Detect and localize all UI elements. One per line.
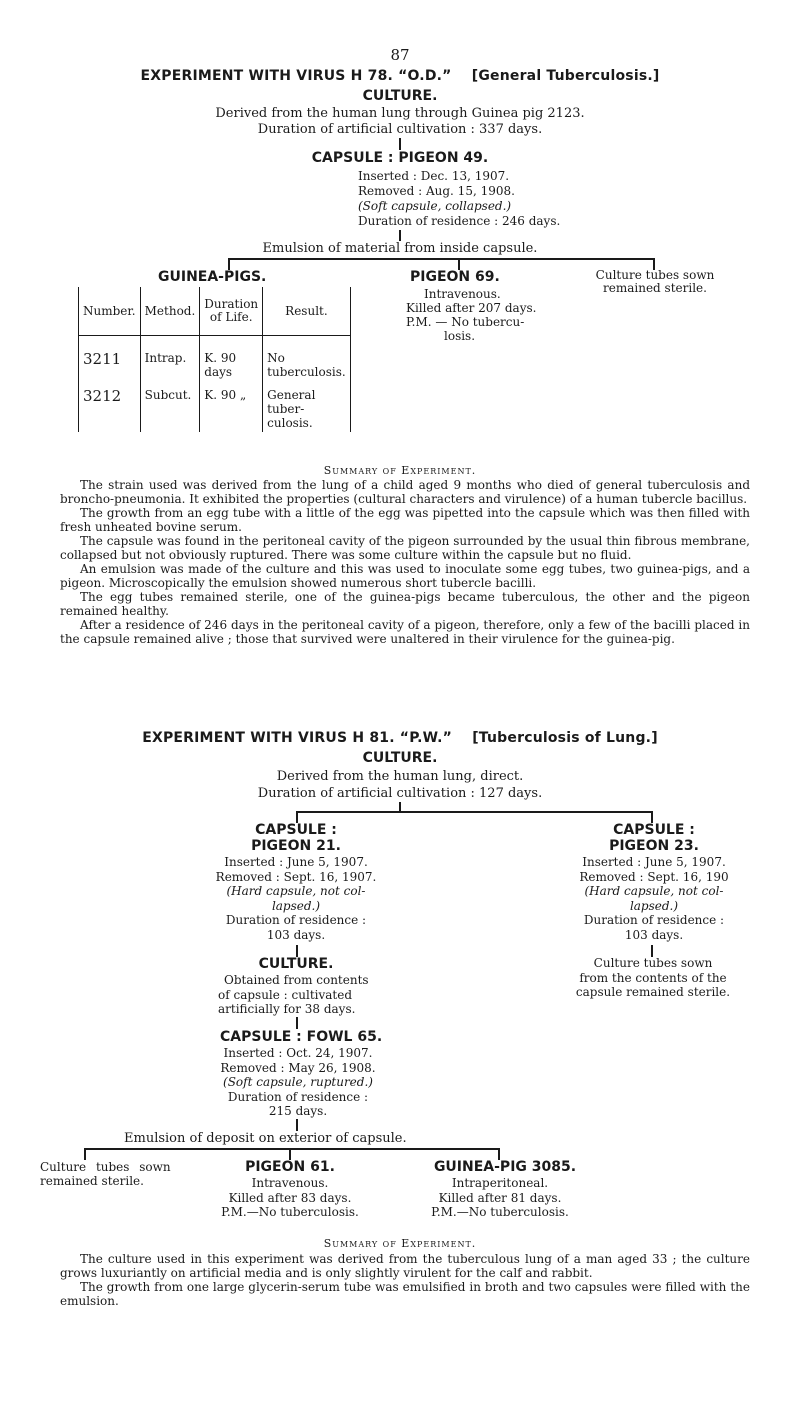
summary-paragraph: The capsule was found in the peritoneal cavity of the pigeon surrounded by the usual thin fibrous membrane, collapsed but not obviously ruptured. There was some culture within the capsule but no fluid. bbox=[60, 534, 750, 562]
capsule-note: (Soft capsule, collapsed.) bbox=[358, 199, 512, 213]
table-row bbox=[79, 381, 351, 432]
fowl-residence: 215 days. bbox=[268, 1104, 328, 1118]
guinea-pig-3085-line: P.M.—No tuberculosis. bbox=[431, 1205, 569, 1219]
th-method: Method. bbox=[140, 287, 200, 336]
summary-body-2 bbox=[60, 1252, 750, 1308]
experiment-1-title-main: EXPERIMENT WITH VIRUS H 78. “O.D.” bbox=[140, 68, 452, 84]
right-sterile-line: Culture tubes sown bbox=[593, 956, 713, 970]
experiment-2-title-main: EXPERIMENT WITH VIRUS H 81. “P.W.” bbox=[142, 730, 453, 746]
culture-derived-2: Derived from the human lung, direct. bbox=[276, 769, 524, 784]
left-capsule-residence: Duration of residence : bbox=[225, 913, 367, 927]
right-capsule-heading bbox=[568, 822, 740, 854]
connector-line bbox=[399, 230, 401, 241]
guinea-pig-3085-line: Intraperitoneal. bbox=[451, 1176, 549, 1190]
right-capsule-residence: Duration of residence : bbox=[583, 913, 725, 927]
left-capsule-details bbox=[200, 855, 392, 942]
branch-bar bbox=[296, 811, 651, 813]
left-capsule-subtitle: PIGEON 21. bbox=[251, 838, 341, 854]
cell-duration: K. 90 „ bbox=[200, 381, 263, 432]
pigeon-61-heading: PIGEON 61. bbox=[245, 1159, 335, 1175]
capsule-details-1 bbox=[358, 169, 560, 229]
experiment-1-title-bracket: [General Tuberculosis.] bbox=[471, 68, 660, 84]
pigeon-61-line: P.M.—No tuberculosis. bbox=[221, 1205, 359, 1219]
connector-line bbox=[296, 1017, 298, 1029]
capsule-heading-1: CAPSULE : PIGEON 49. bbox=[311, 150, 489, 166]
pigeon-61-details bbox=[200, 1176, 380, 1220]
capsule-residence: Duration of residence : 246 days. bbox=[358, 214, 561, 228]
culture-duration-2: Duration of artificial cultivation : 127 days. bbox=[257, 786, 543, 801]
table-row bbox=[79, 336, 351, 382]
right-capsule-details bbox=[556, 855, 752, 942]
right-capsule-note: lapsed.) bbox=[629, 898, 679, 913]
pigeon-69-line: P.M. — No tubercu- bbox=[406, 315, 525, 329]
experiment-2-title-bracket: [Tuberculosis of Lung.] bbox=[472, 730, 658, 746]
fowl-note: (Soft capsule, ruptured.) bbox=[223, 1075, 373, 1089]
culture-tubes-line: remained sterile. bbox=[603, 281, 707, 295]
right-sterile-line: capsule remained sterile. bbox=[575, 985, 731, 999]
pigeon-69-line: Killed after 207 days. bbox=[406, 301, 537, 315]
culture-derived-1: Derived from the human lung through Guinea pig 2123. bbox=[215, 106, 585, 121]
branch-bar bbox=[84, 1148, 498, 1150]
cell-method: Subcut. bbox=[140, 381, 200, 432]
fowl-residence: Duration of residence : bbox=[227, 1089, 369, 1104]
guinea-pig-3085-heading: GUINEA-PIG 3085. bbox=[433, 1159, 577, 1175]
connector-line bbox=[399, 138, 401, 150]
bottom-left-line: Culture tubes sown bbox=[40, 1160, 171, 1174]
summary-heading-1: Summary of Experiment. bbox=[323, 464, 477, 477]
left-capsule-note: lapsed.) bbox=[271, 898, 321, 913]
capsule-inserted: Inserted : Dec. 13, 1907. bbox=[358, 169, 510, 183]
summary-paragraph: The culture used in this experiment was derived from the tuberculous lung of a man aged 33 ; the culture grows luxuriantly on artificial media and is only slightly virulent for the calf and rabbit. bbox=[60, 1252, 750, 1280]
culture-heading-1: CULTURE. bbox=[362, 88, 438, 104]
guinea-pig-table bbox=[78, 287, 351, 432]
fowl-65-details bbox=[210, 1046, 386, 1119]
fowl-removed: Removed : May 26, 1908. bbox=[220, 1060, 376, 1075]
fowl-inserted: Inserted : Oct. 24, 1907. bbox=[223, 1046, 373, 1060]
summary-paragraph: After a residence of 246 days in the peritoneal cavity of a pigeon, therefore, only a few of the bacilli placed in the capsule remained alive ; those that survived were unaltered in their virulence for the guinea-pig. bbox=[60, 618, 750, 646]
cell-number: 3212 bbox=[79, 381, 141, 432]
table-header-row bbox=[79, 287, 351, 336]
right-sterile-line: from the contents of the bbox=[579, 970, 727, 985]
summary-paragraph: The growth from an egg tube with a little of the egg was pipetted into the capsule which was then filled with fresh unheated bovine serum. bbox=[60, 506, 750, 534]
culture-tubes-1 bbox=[590, 269, 720, 295]
guinea-pig-3085-line: Killed after 81 days. bbox=[438, 1190, 562, 1205]
connector-line bbox=[296, 1119, 298, 1131]
summary-paragraph: The egg tubes remained sterile, one of the guinea-pigs became tuberculous, the other and the pigeon remained healthy. bbox=[60, 590, 750, 618]
bottom-left-line: remained sterile. bbox=[40, 1174, 144, 1188]
left-capsule-residence: 103 days. bbox=[266, 927, 326, 942]
branch-line bbox=[84, 1148, 86, 1160]
th-result: Result. bbox=[263, 287, 351, 336]
culture-2-details bbox=[218, 973, 408, 1017]
pigeon-69-details bbox=[406, 287, 536, 343]
th-number: Number. bbox=[79, 287, 141, 336]
page-number: 87 bbox=[390, 46, 410, 64]
cell-duration: K. 90 days bbox=[200, 336, 263, 382]
cell-result: No tuberculosis. bbox=[263, 336, 351, 382]
experiment-1-title bbox=[60, 68, 740, 84]
left-capsule-inserted: Inserted : June 5, 1907. bbox=[224, 855, 368, 869]
capsule-removed: Removed : Aug. 15, 1908. bbox=[358, 184, 515, 198]
pigeon-61-line: Killed after 83 days. bbox=[228, 1190, 352, 1205]
right-capsule-residence: 103 days. bbox=[624, 927, 684, 942]
left-capsule-title: CAPSULE : bbox=[255, 822, 337, 838]
pigeon-69-heading: PIGEON 69. bbox=[410, 269, 500, 285]
culture-tubes-line: Culture tubes sown bbox=[595, 268, 715, 282]
cell-number: 3211 bbox=[79, 336, 141, 382]
culture-2-line: Obtained from contents bbox=[224, 973, 369, 987]
right-capsule-subtitle: PIGEON 23. bbox=[609, 838, 699, 854]
cell-method: Intrap. bbox=[140, 336, 200, 382]
pigeon-61-line: Intravenous. bbox=[251, 1176, 329, 1190]
experiment-2-title bbox=[60, 730, 740, 746]
left-capsule-heading bbox=[210, 822, 382, 854]
culture-2-line: of capsule : cultivated bbox=[218, 987, 353, 1002]
pigeon-69-line: Intravenous. bbox=[424, 287, 501, 301]
branch-bar bbox=[228, 258, 654, 260]
culture-2-line: artificially for 38 days. bbox=[218, 1002, 356, 1016]
right-capsule-removed: Removed : Sept. 16, 190 bbox=[579, 869, 729, 884]
cell-result: General tuber-culosis. bbox=[263, 381, 351, 432]
th-duration: Duration of Life. bbox=[200, 287, 263, 336]
summary-heading-2: Summary of Experiment. bbox=[323, 1237, 477, 1250]
right-capsule-note: (Hard capsule, not col- bbox=[584, 884, 724, 898]
left-capsule-note: (Hard capsule, not col- bbox=[226, 884, 366, 898]
culture-heading-2: CULTURE. bbox=[362, 750, 438, 766]
guinea-pig-3085-details bbox=[410, 1176, 590, 1220]
guinea-pigs-heading: GUINEA-PIGS. bbox=[158, 269, 267, 285]
right-capsule-title: CAPSULE : bbox=[613, 822, 695, 838]
summary-paragraph: An emulsion was made of the culture and this was used to inoculate some egg tubes, two guinea-pigs, and a pigeon. Microscopically the emulsion showed numerous short tubercle bacilli. bbox=[60, 562, 750, 590]
fowl-65-heading: CAPSULE : FOWL 65. bbox=[220, 1029, 383, 1045]
summary-paragraph: The growth from one large glycerin-serum tube was emulsified in broth and two capsules were filled with the emulsion. bbox=[60, 1280, 750, 1308]
right-capsule-inserted: Inserted : June 5, 1907. bbox=[582, 855, 726, 869]
right-sterile-note bbox=[560, 956, 746, 1000]
summary-paragraph: The strain used was derived from the lung of a child aged 9 months who died of general tuberculosis and broncho-pneumonia. It exhibited the properties (cultural characters and virulence) of a human tubercle bacillus. bbox=[60, 478, 750, 506]
pigeon-69-line: losis. bbox=[444, 329, 476, 343]
culture-2-heading: CULTURE. bbox=[258, 956, 334, 972]
bottom-left-sterile bbox=[40, 1160, 171, 1188]
emulsion-1: Emulsion of material from inside capsule. bbox=[262, 241, 538, 256]
emulsion-2: Emulsion of deposit on exterior of capsule. bbox=[124, 1131, 407, 1146]
summary-body-1 bbox=[60, 478, 750, 646]
culture-duration-1: Duration of artificial cultivation : 337 days. bbox=[257, 122, 543, 137]
left-capsule-removed: Removed : Sept. 16, 1907. bbox=[215, 869, 377, 884]
